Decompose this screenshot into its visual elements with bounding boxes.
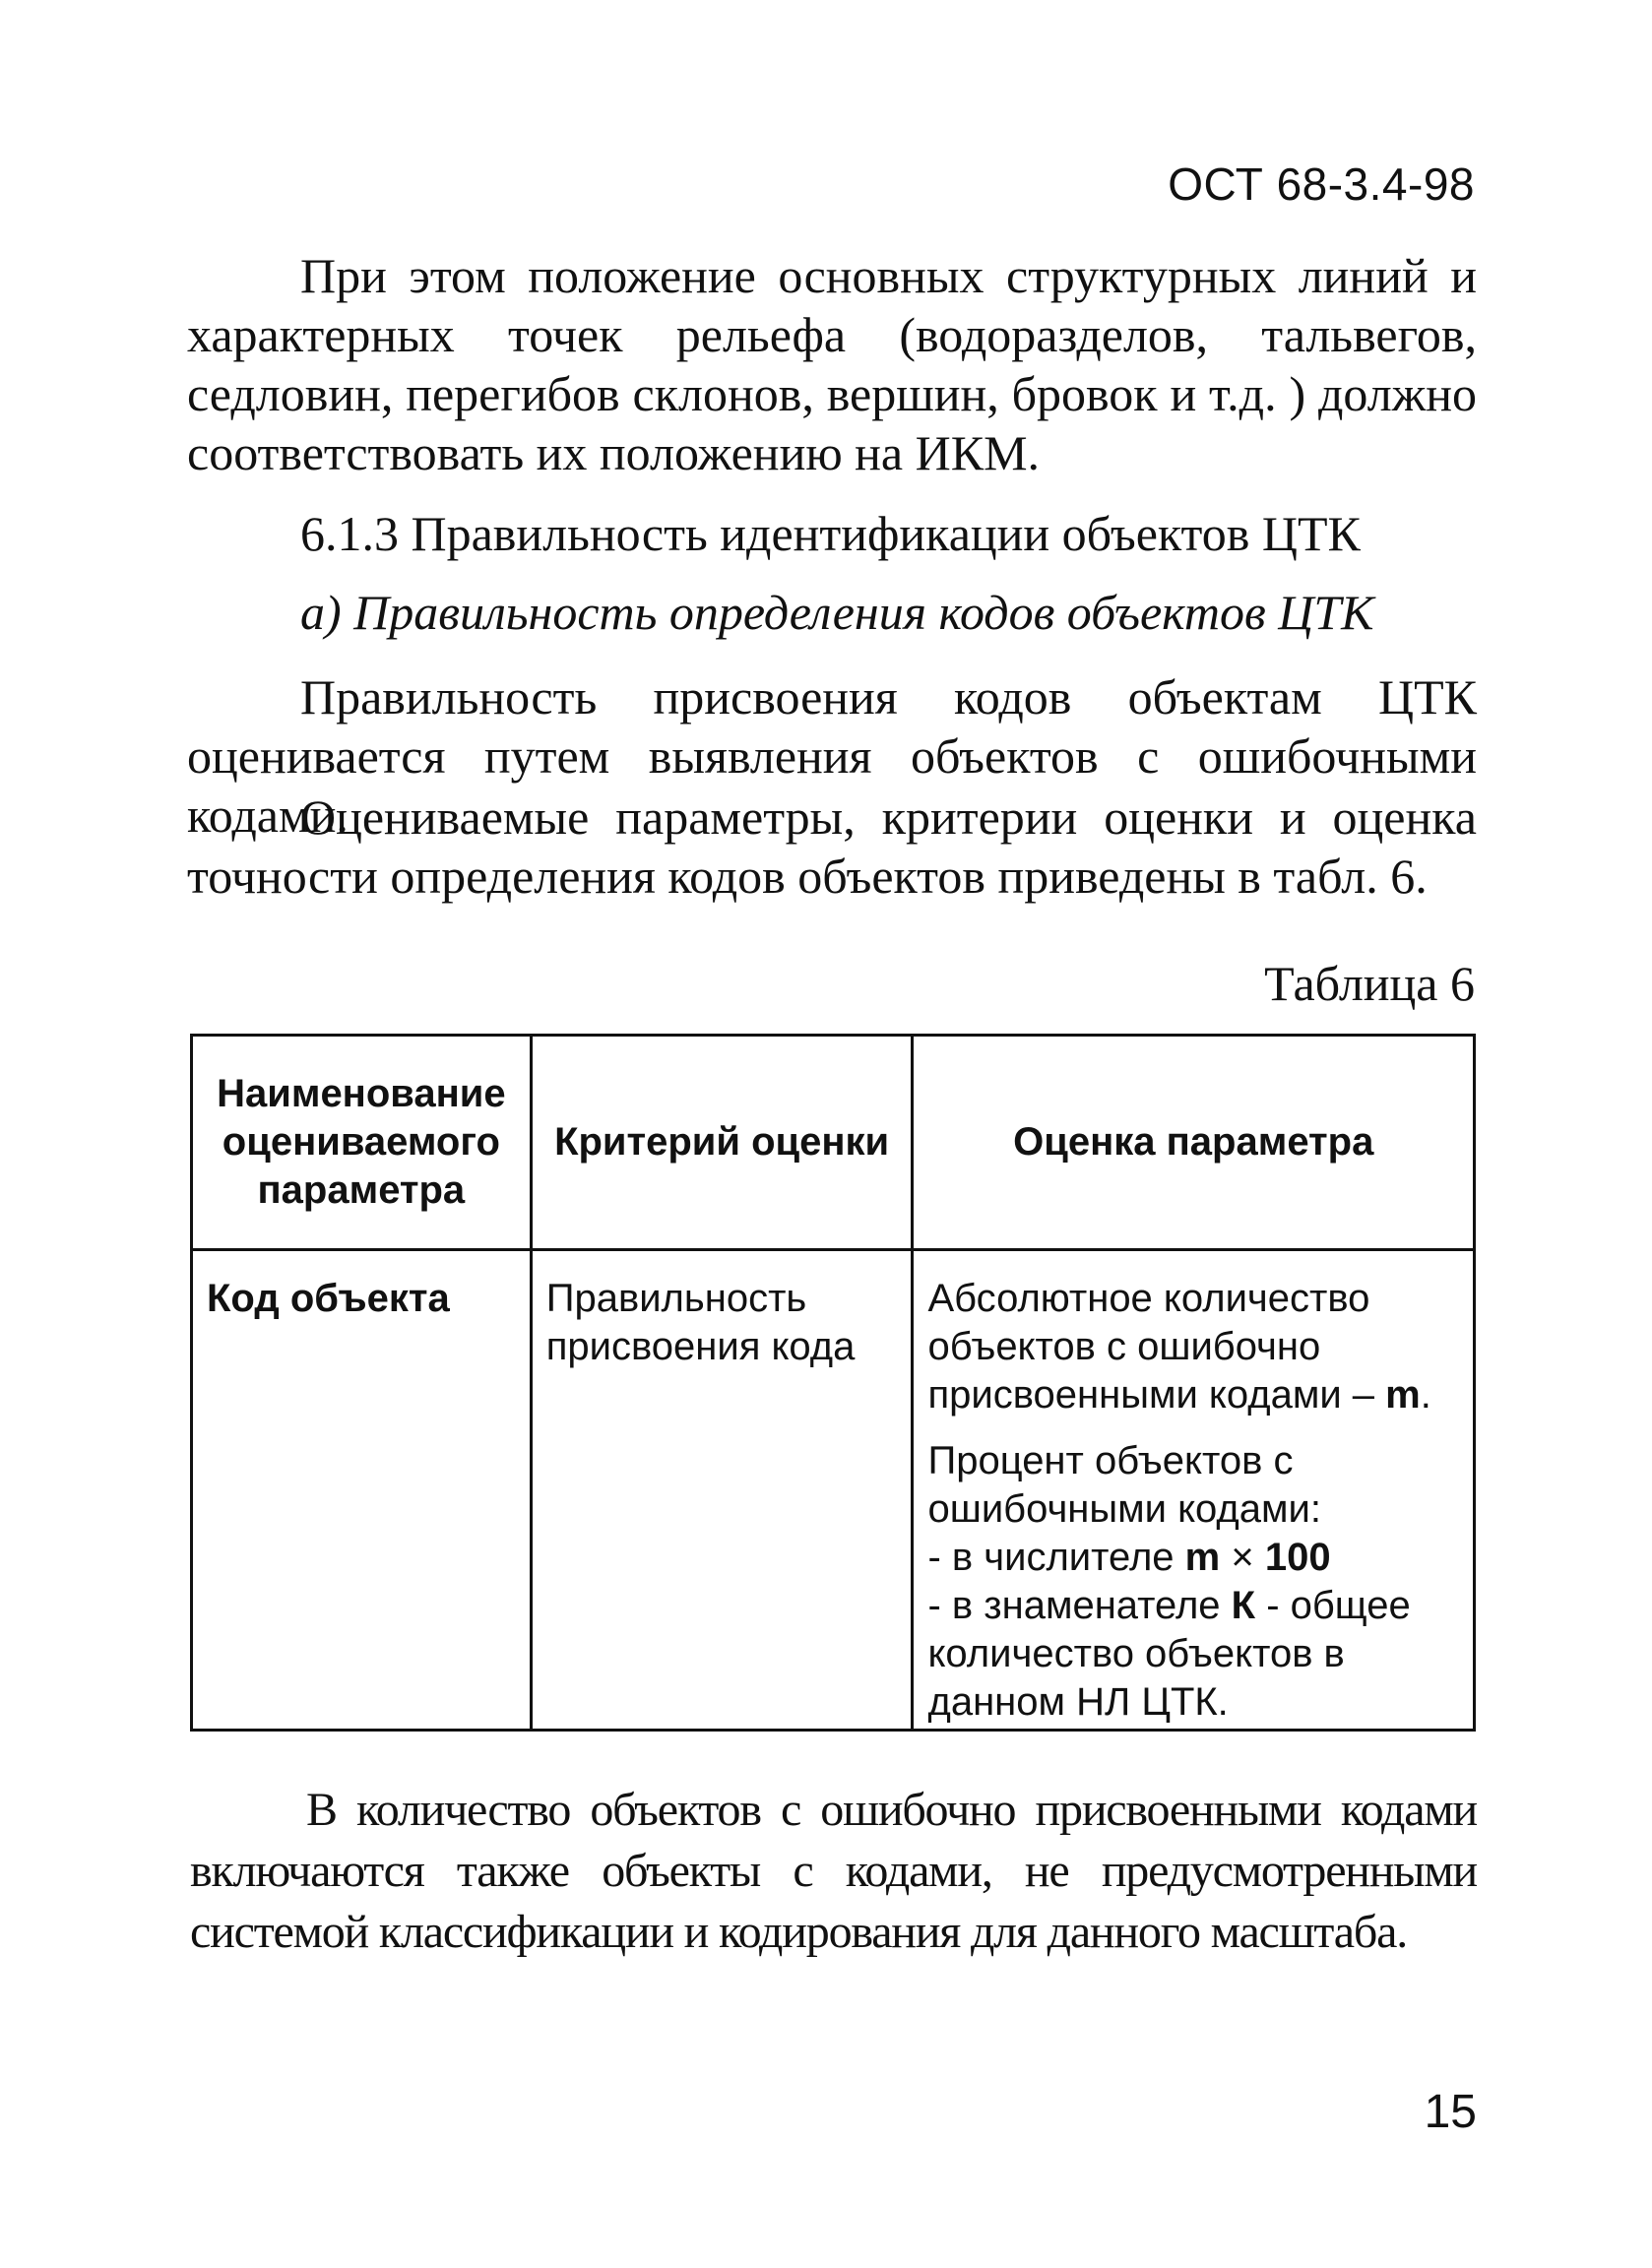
header-assessment: Оценка параметра — [913, 1036, 1475, 1250]
page-number: 15 — [1424, 2086, 1477, 2138]
paragraph-code-assignment: Правильность присвоения кодов объектам ЦТК оценивается путем выявления объектов с ошибочными кодами. — [187, 669, 1477, 843]
spacer — [927, 1419, 1459, 1437]
document-code: ОСТ 68-3.4-98 — [1168, 158, 1475, 210]
cell-assessment — [913, 1250, 1475, 1731]
table-caption: Таблица 6 — [1264, 956, 1475, 1011]
assessment-table — [190, 1034, 1476, 1732]
denominator-symbol: К — [1231, 1584, 1256, 1627]
subsection-heading: а) Правильность определения кодов объектов ЦТК — [300, 585, 1374, 640]
paragraph-relief-structure: При этом положение основных структурных линий и характерных точек рельефа (водоразделов, тальвегов, седловин, перегибов склонов, вершин, бровок и т.д. ) должно соответствовать их положению на ИКМ. — [187, 248, 1477, 480]
cell-criterion: Правильность присвоения кода — [531, 1250, 913, 1731]
numerator-value: 100 — [1264, 1536, 1331, 1579]
assessment-denominator — [927, 1582, 1459, 1727]
table-header-row — [192, 1036, 1475, 1250]
header-criterion: Критерий оценки — [531, 1036, 913, 1250]
assessment-percent-intro: Процент объектов с ошибочными кодами: — [927, 1439, 1321, 1531]
section-heading: 6.1.3 Правильность идентификации объектов ЦТК — [300, 506, 1361, 561]
assessment-absolute: Абсолютное количество объектов с ошибочно присвоенными кодами – m. — [927, 1277, 1431, 1417]
paragraph-table-reference: Оцениваемые параметры, критерии оценки и оценка точности определения кодов объектов приведены в табл. 6. — [187, 789, 1477, 904]
header-parameter-name: Наименование оцениваемого параметра — [192, 1036, 532, 1250]
table-row — [192, 1250, 1475, 1731]
denominator-prefix: - в знаменателе — [927, 1584, 1221, 1627]
cell-parameter: Код объекта — [192, 1250, 532, 1731]
multiply-sign: × — [1231, 1536, 1254, 1579]
numerator-prefix: - в числителе — [927, 1536, 1175, 1579]
assessment-absolute-text: Абсолютное количество объектов с ошибочно присвоенными кодами – — [927, 1277, 1375, 1417]
denominator-suffix: - общее количество объектов в данном НЛ ЦТК. — [927, 1584, 1411, 1724]
symbol-m: m — [1385, 1373, 1421, 1417]
paragraph-unlisted-codes: В количество объектов с ошибочно присвоенными кодами включаются также объекты с кодами, не предусмотренными системой классификации и кодирования для данного масштаба. — [190, 1784, 1477, 1958]
numerator-symbol: m — [1184, 1536, 1221, 1579]
assessment-numerator — [927, 1534, 1459, 1582]
